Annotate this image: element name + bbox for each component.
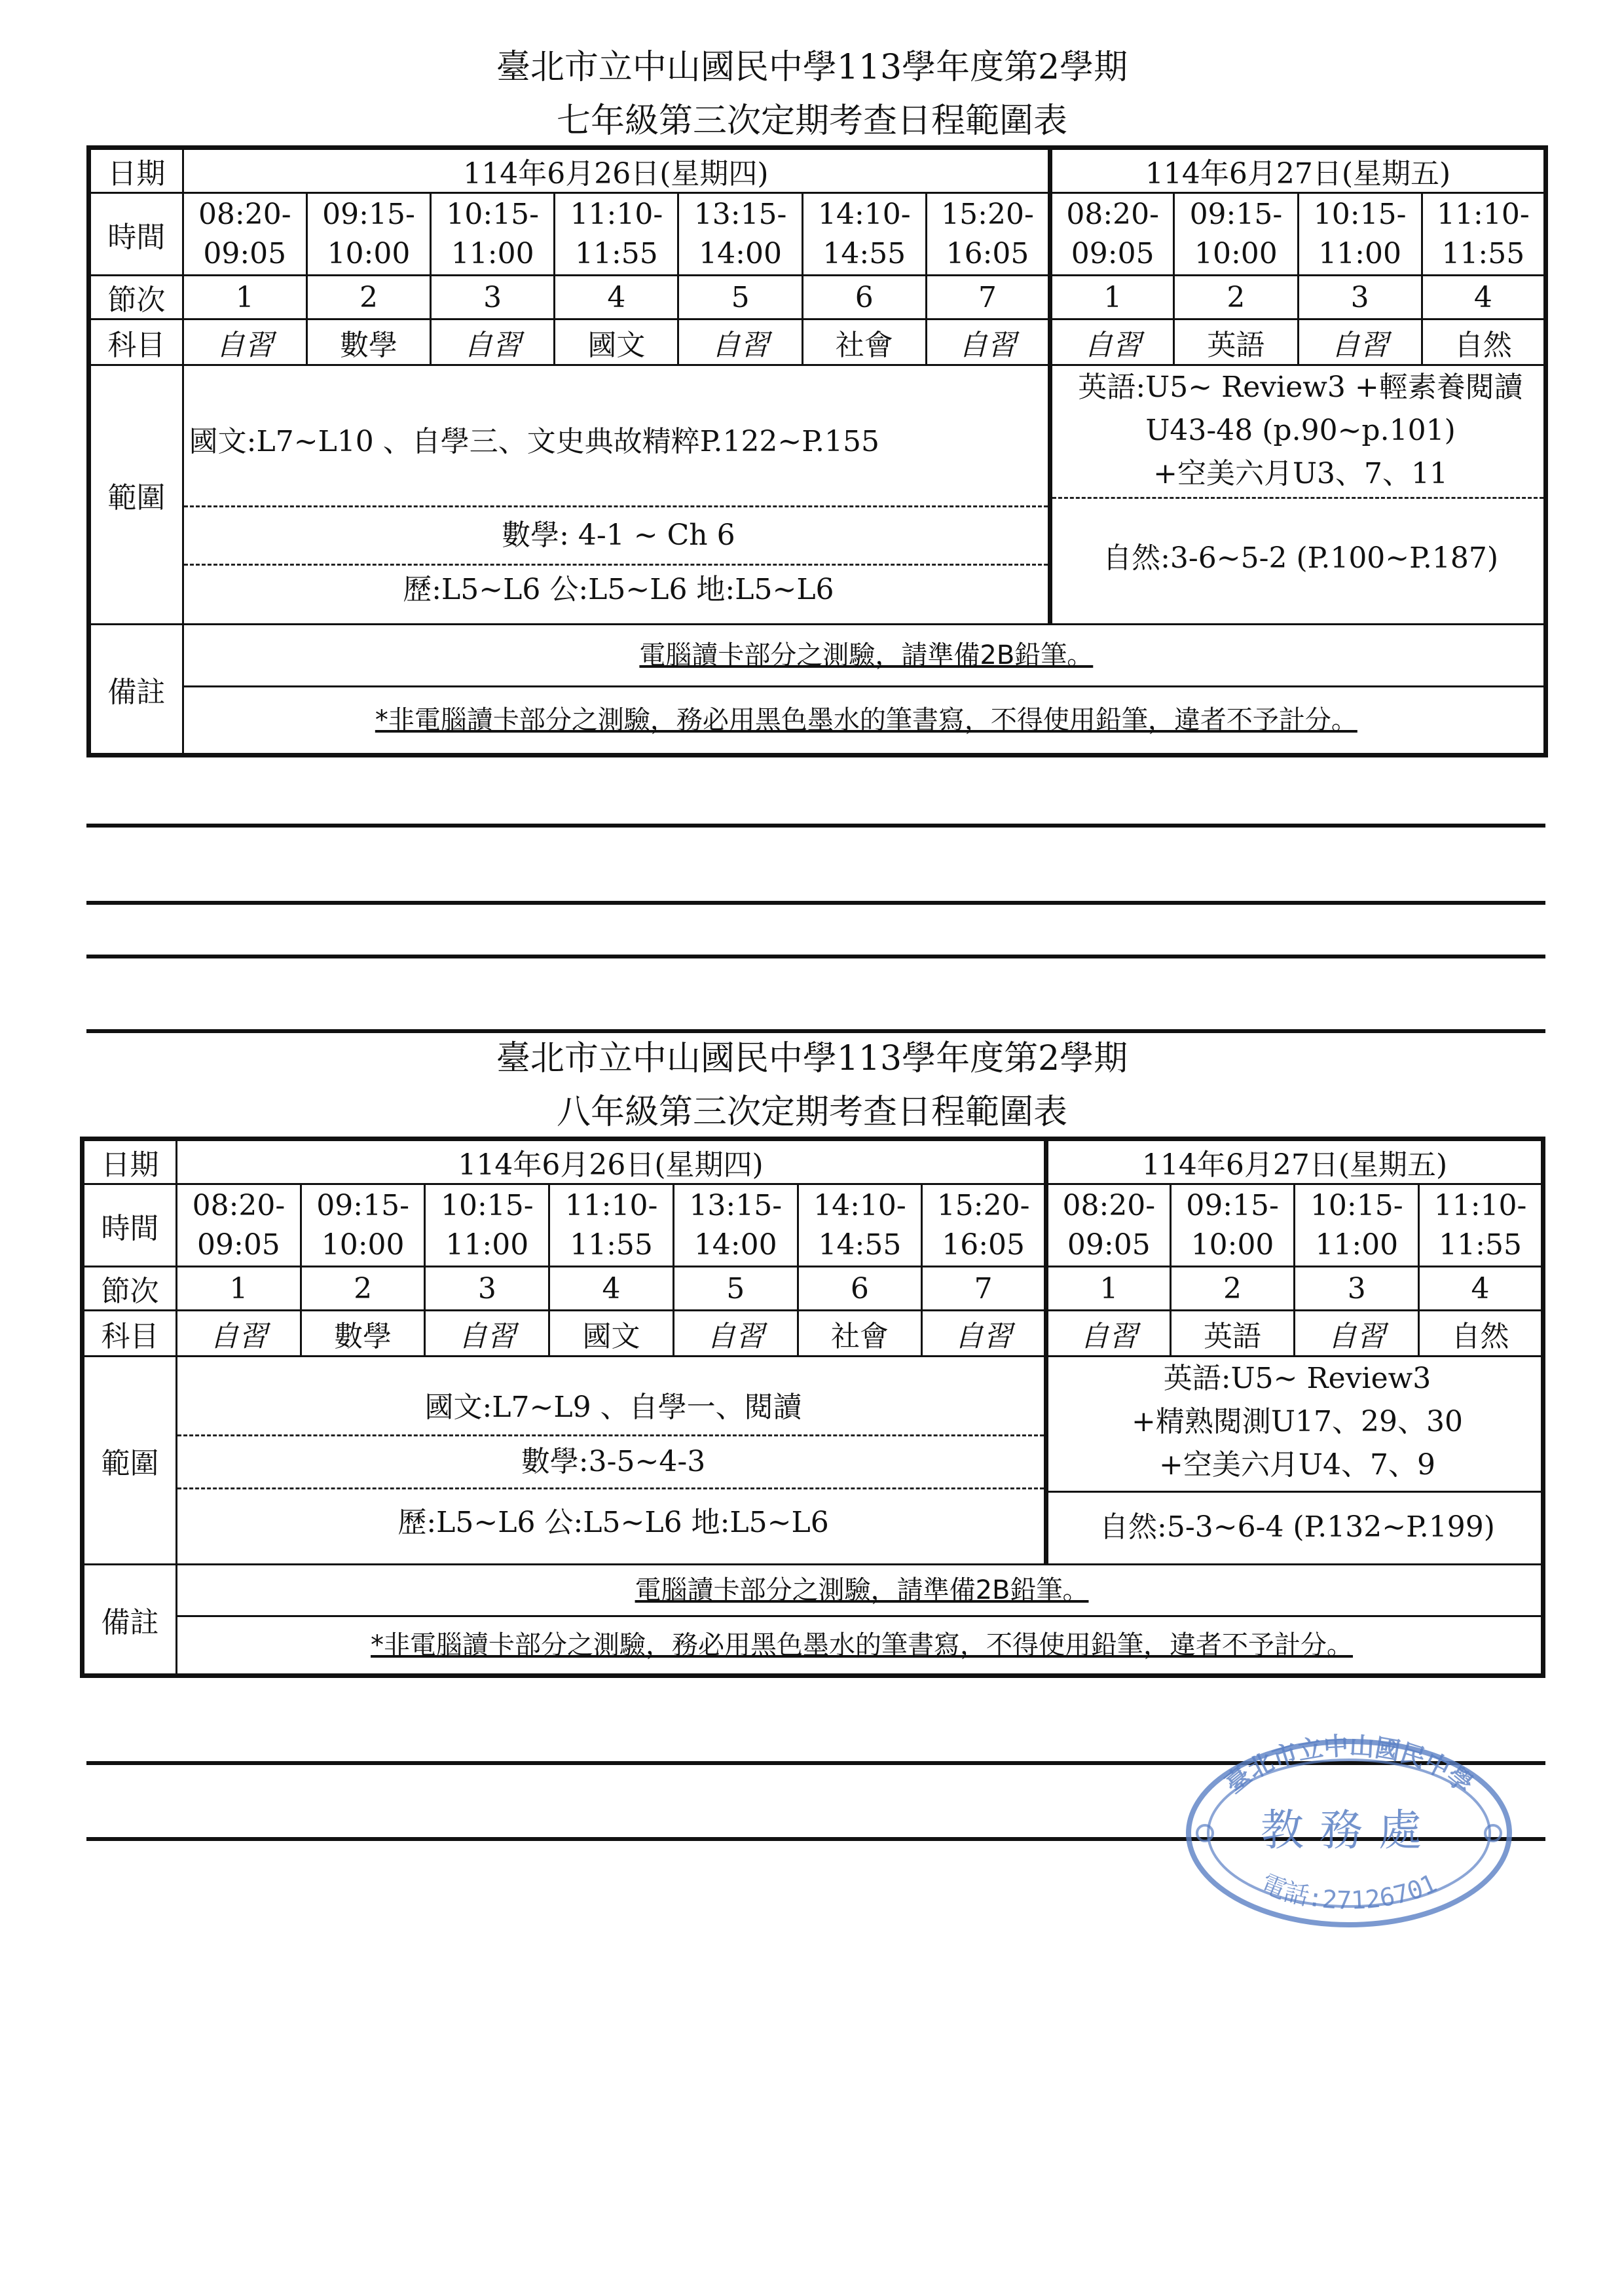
t0-time-cell: 11:10- 11:55 — [555, 193, 678, 276]
t1-period-cell: 4 — [549, 1267, 674, 1311]
t0-subject-cell: 社會 — [802, 319, 926, 365]
t0-subject-cell: 自習 — [926, 319, 1050, 365]
t0-period-cell: 2 — [306, 276, 430, 319]
t1-note-2: *非電腦讀卡部分之測驗，務必用黑色墨水的筆書寫，不得使用鉛筆，違者不予計分。 — [371, 1630, 1354, 1660]
t0-time-cell: 15:20- 16:05 — [926, 193, 1050, 276]
t1-time-cell: 15:20- 16:05 — [922, 1184, 1046, 1267]
t1-day2-header: 114年6月27日(星期五) — [1046, 1139, 1543, 1184]
t0-label-time: 時間 — [89, 193, 183, 276]
t1-subject-cell: 國文 — [549, 1311, 674, 1357]
t1-note-1: 電腦讀卡部分之測驗，請準備2B鉛筆。 — [177, 1565, 1541, 1617]
t0-scope-english-2: U43-48 (p.90~p.101) — [1145, 414, 1456, 447]
t1-period-cell: 1 — [177, 1267, 301, 1311]
t0-subject-cell: 英語 — [1174, 319, 1298, 365]
stamp-phone: 電話:27126701 — [1257, 1868, 1441, 1915]
t1-day1-header: 114年6月26日(星期四) — [177, 1139, 1046, 1184]
t1-period-cell: 6 — [798, 1267, 922, 1311]
t1-scope-left — [177, 1357, 1046, 1565]
t1-label-notes: 備註 — [83, 1565, 177, 1676]
t1-scope-english-3: +空美六月U4、7、9 — [1159, 1448, 1435, 1482]
t0-period-cell: 1 — [183, 276, 306, 319]
t0-period-cell: 3 — [431, 276, 555, 319]
t0-scope-social: 歷:L5~L6 公:L5~L6 地:L5~L6 — [403, 572, 834, 606]
t1-period-cell: 5 — [673, 1267, 798, 1311]
t0-notes — [183, 625, 1545, 756]
t0-subject-cell: 自習 — [183, 319, 306, 365]
t1-subject-cell: 自習 — [1295, 1311, 1419, 1357]
t0-scope-right — [1050, 365, 1546, 625]
t0-scope-chinese: 國文:L7~L10 、自學三、文史典故精粹P.122~P.155 — [189, 424, 879, 458]
t1-subject-cell: 自然 — [1419, 1311, 1543, 1357]
t1-scope-social: 歷:L5~L6 公:L5~L6 地:L5~L6 — [397, 1505, 829, 1539]
t0-label-period: 節次 — [89, 276, 183, 319]
t0-time-cell: 08:20- 09:05 — [1050, 193, 1174, 276]
t1-period-cell: 4 — [1419, 1267, 1543, 1311]
t1-label-period: 節次 — [83, 1267, 177, 1311]
t0-note-2: *非電腦讀卡部分之測驗，務必用黑色墨水的筆書寫，不得使用鉛筆，違者不予計分。 — [375, 705, 1357, 735]
t0-period-cell: 1 — [1050, 276, 1174, 319]
t0-subject-cell: 國文 — [555, 319, 678, 365]
t0-scope-english-3: +空美六月U3、7、11 — [1153, 457, 1449, 490]
t0-day2-header: 114年6月27日(星期五) — [1050, 148, 1546, 193]
t1-period-cell: 3 — [1295, 1267, 1419, 1311]
t0-title-school: 臺北市立中山國民中學113學年度第2學期 — [496, 48, 1128, 87]
t1-scope-chinese: 國文:L7~L9 、自學一、閱讀 — [424, 1390, 802, 1424]
t1-period-cell: 7 — [922, 1267, 1046, 1311]
t0-day1-header: 114年6月26日(星期四) — [183, 148, 1050, 193]
stamp-flower-icon — [1197, 1825, 1213, 1841]
t1-time-cell: 11:10- 11:55 — [1419, 1184, 1543, 1267]
t1-notes — [177, 1565, 1543, 1676]
t1-time-cell: 10:15- 11:00 — [1295, 1184, 1419, 1267]
divider-line — [86, 1029, 1545, 1033]
stamp-school-name: 臺北市立中山國民中學 — [1219, 1731, 1479, 1799]
t1-label-subject: 科目 — [83, 1311, 177, 1357]
t1-subject-cell: 自習 — [425, 1311, 549, 1357]
t0-scope-english-1: 英語:U5~ Review3 +輕素養閱讀 — [1078, 371, 1523, 404]
t1-scope-right — [1046, 1357, 1543, 1565]
t1-scope-english-1: 英語:U5~ Review3 — [1163, 1362, 1431, 1395]
stamp-flower-icon — [1485, 1825, 1501, 1841]
t0-time-cell: 13:15- 14:00 — [678, 193, 802, 276]
t1-time-cell: 09:15- 10:00 — [301, 1184, 425, 1267]
t0-period-cell: 4 — [555, 276, 678, 319]
t1-subject-cell: 英語 — [1170, 1311, 1295, 1357]
divider-line — [86, 955, 1545, 958]
t1-label-date: 日期 — [83, 1139, 177, 1184]
t0-subject-cell: 自然 — [1422, 319, 1545, 365]
t0-label-date: 日期 — [89, 148, 183, 193]
t1-title-schedule: 八年級第三次定期考查日程範圍表 — [556, 1093, 1067, 1132]
divider-line — [86, 824, 1545, 828]
t0-scope-science: 自然:3-6~5-2 (P.100~P.187) — [1103, 541, 1498, 575]
t0-subject-cell: 自習 — [1298, 319, 1422, 365]
t0-scope-math: 數學: 4-1 ~ Ch 6 — [502, 518, 735, 552]
t1-period-cell: 1 — [1046, 1267, 1170, 1311]
t1-time-cell: 13:15- 14:00 — [673, 1184, 798, 1267]
t1-scope-science: 自然:5-3~6-4 (P.132~P.199) — [1099, 1510, 1495, 1544]
t1-period-cell: 2 — [1170, 1267, 1295, 1311]
t1-subject-cell: 自習 — [922, 1311, 1046, 1357]
t1-time-cell: 08:20- 09:05 — [177, 1184, 301, 1267]
t1-time-cell: 14:10- 14:55 — [798, 1184, 922, 1267]
t0-time-cell: 08:20- 09:05 — [183, 193, 306, 276]
t0-subject-cell: 自習 — [431, 319, 555, 365]
t0-subject-cell: 自習 — [678, 319, 802, 365]
t0-period-cell: 7 — [926, 276, 1050, 319]
t0-time-cell: 10:15- 11:00 — [431, 193, 555, 276]
t0-time-cell: 09:15- 10:00 — [306, 193, 430, 276]
t1-period-cell: 3 — [425, 1267, 549, 1311]
t1-time-cell: 10:15- 11:00 — [425, 1184, 549, 1267]
office-stamp — [1179, 1728, 1519, 1931]
t1-scope-english-2: +精熟閱測U17、29、30 — [1132, 1405, 1463, 1438]
t0-label-notes: 備註 — [89, 625, 183, 756]
t1-subject-cell: 數學 — [301, 1311, 425, 1357]
t1-subject-cell: 自習 — [1046, 1311, 1170, 1357]
t0-time-cell: 10:15- 11:00 — [1298, 193, 1422, 276]
t1-time-cell: 08:20- 09:05 — [1046, 1184, 1170, 1267]
t0-note-1: 電腦讀卡部分之測驗，請準備2B鉛筆。 — [184, 625, 1543, 687]
t1-scope-math: 數學:3-5~4-3 — [521, 1444, 706, 1478]
t1-schedule-table — [80, 1137, 1545, 1678]
t0-time-cell: 09:15- 10:00 — [1174, 193, 1298, 276]
t1-subject-cell: 自習 — [673, 1311, 798, 1357]
t1-subject-cell: 社會 — [798, 1311, 922, 1357]
t0-period-cell: 6 — [802, 276, 926, 319]
t0-time-cell: 11:10- 11:55 — [1422, 193, 1545, 276]
t0-label-scope: 範圍 — [89, 365, 183, 625]
t0-subject-cell: 數學 — [306, 319, 430, 365]
t0-subject-cell: 自習 — [1050, 319, 1174, 365]
t0-period-cell: 2 — [1174, 276, 1298, 319]
divider-line — [86, 901, 1545, 905]
t0-time-cell: 14:10- 14:55 — [802, 193, 926, 276]
t0-schedule-table — [86, 145, 1548, 757]
t0-period-cell: 3 — [1298, 276, 1422, 319]
t0-period-cell: 4 — [1422, 276, 1545, 319]
t1-label-scope: 範圍 — [83, 1357, 177, 1565]
t1-period-cell: 2 — [301, 1267, 425, 1311]
t1-subject-cell: 自習 — [177, 1311, 301, 1357]
t1-title-school: 臺北市立中山國民中學113學年度第2學期 — [496, 1039, 1128, 1078]
t0-label-subject: 科目 — [89, 319, 183, 365]
t1-time-cell: 09:15- 10:00 — [1170, 1184, 1295, 1267]
stamp-office-name: 教務處 — [1261, 1805, 1437, 1855]
t0-title-schedule: 七年級第三次定期考查日程範圍表 — [556, 101, 1067, 141]
t1-label-time: 時間 — [83, 1184, 177, 1267]
t0-period-cell: 5 — [678, 276, 802, 319]
t0-scope-left — [183, 365, 1050, 625]
t1-time-cell: 11:10- 11:55 — [549, 1184, 674, 1267]
